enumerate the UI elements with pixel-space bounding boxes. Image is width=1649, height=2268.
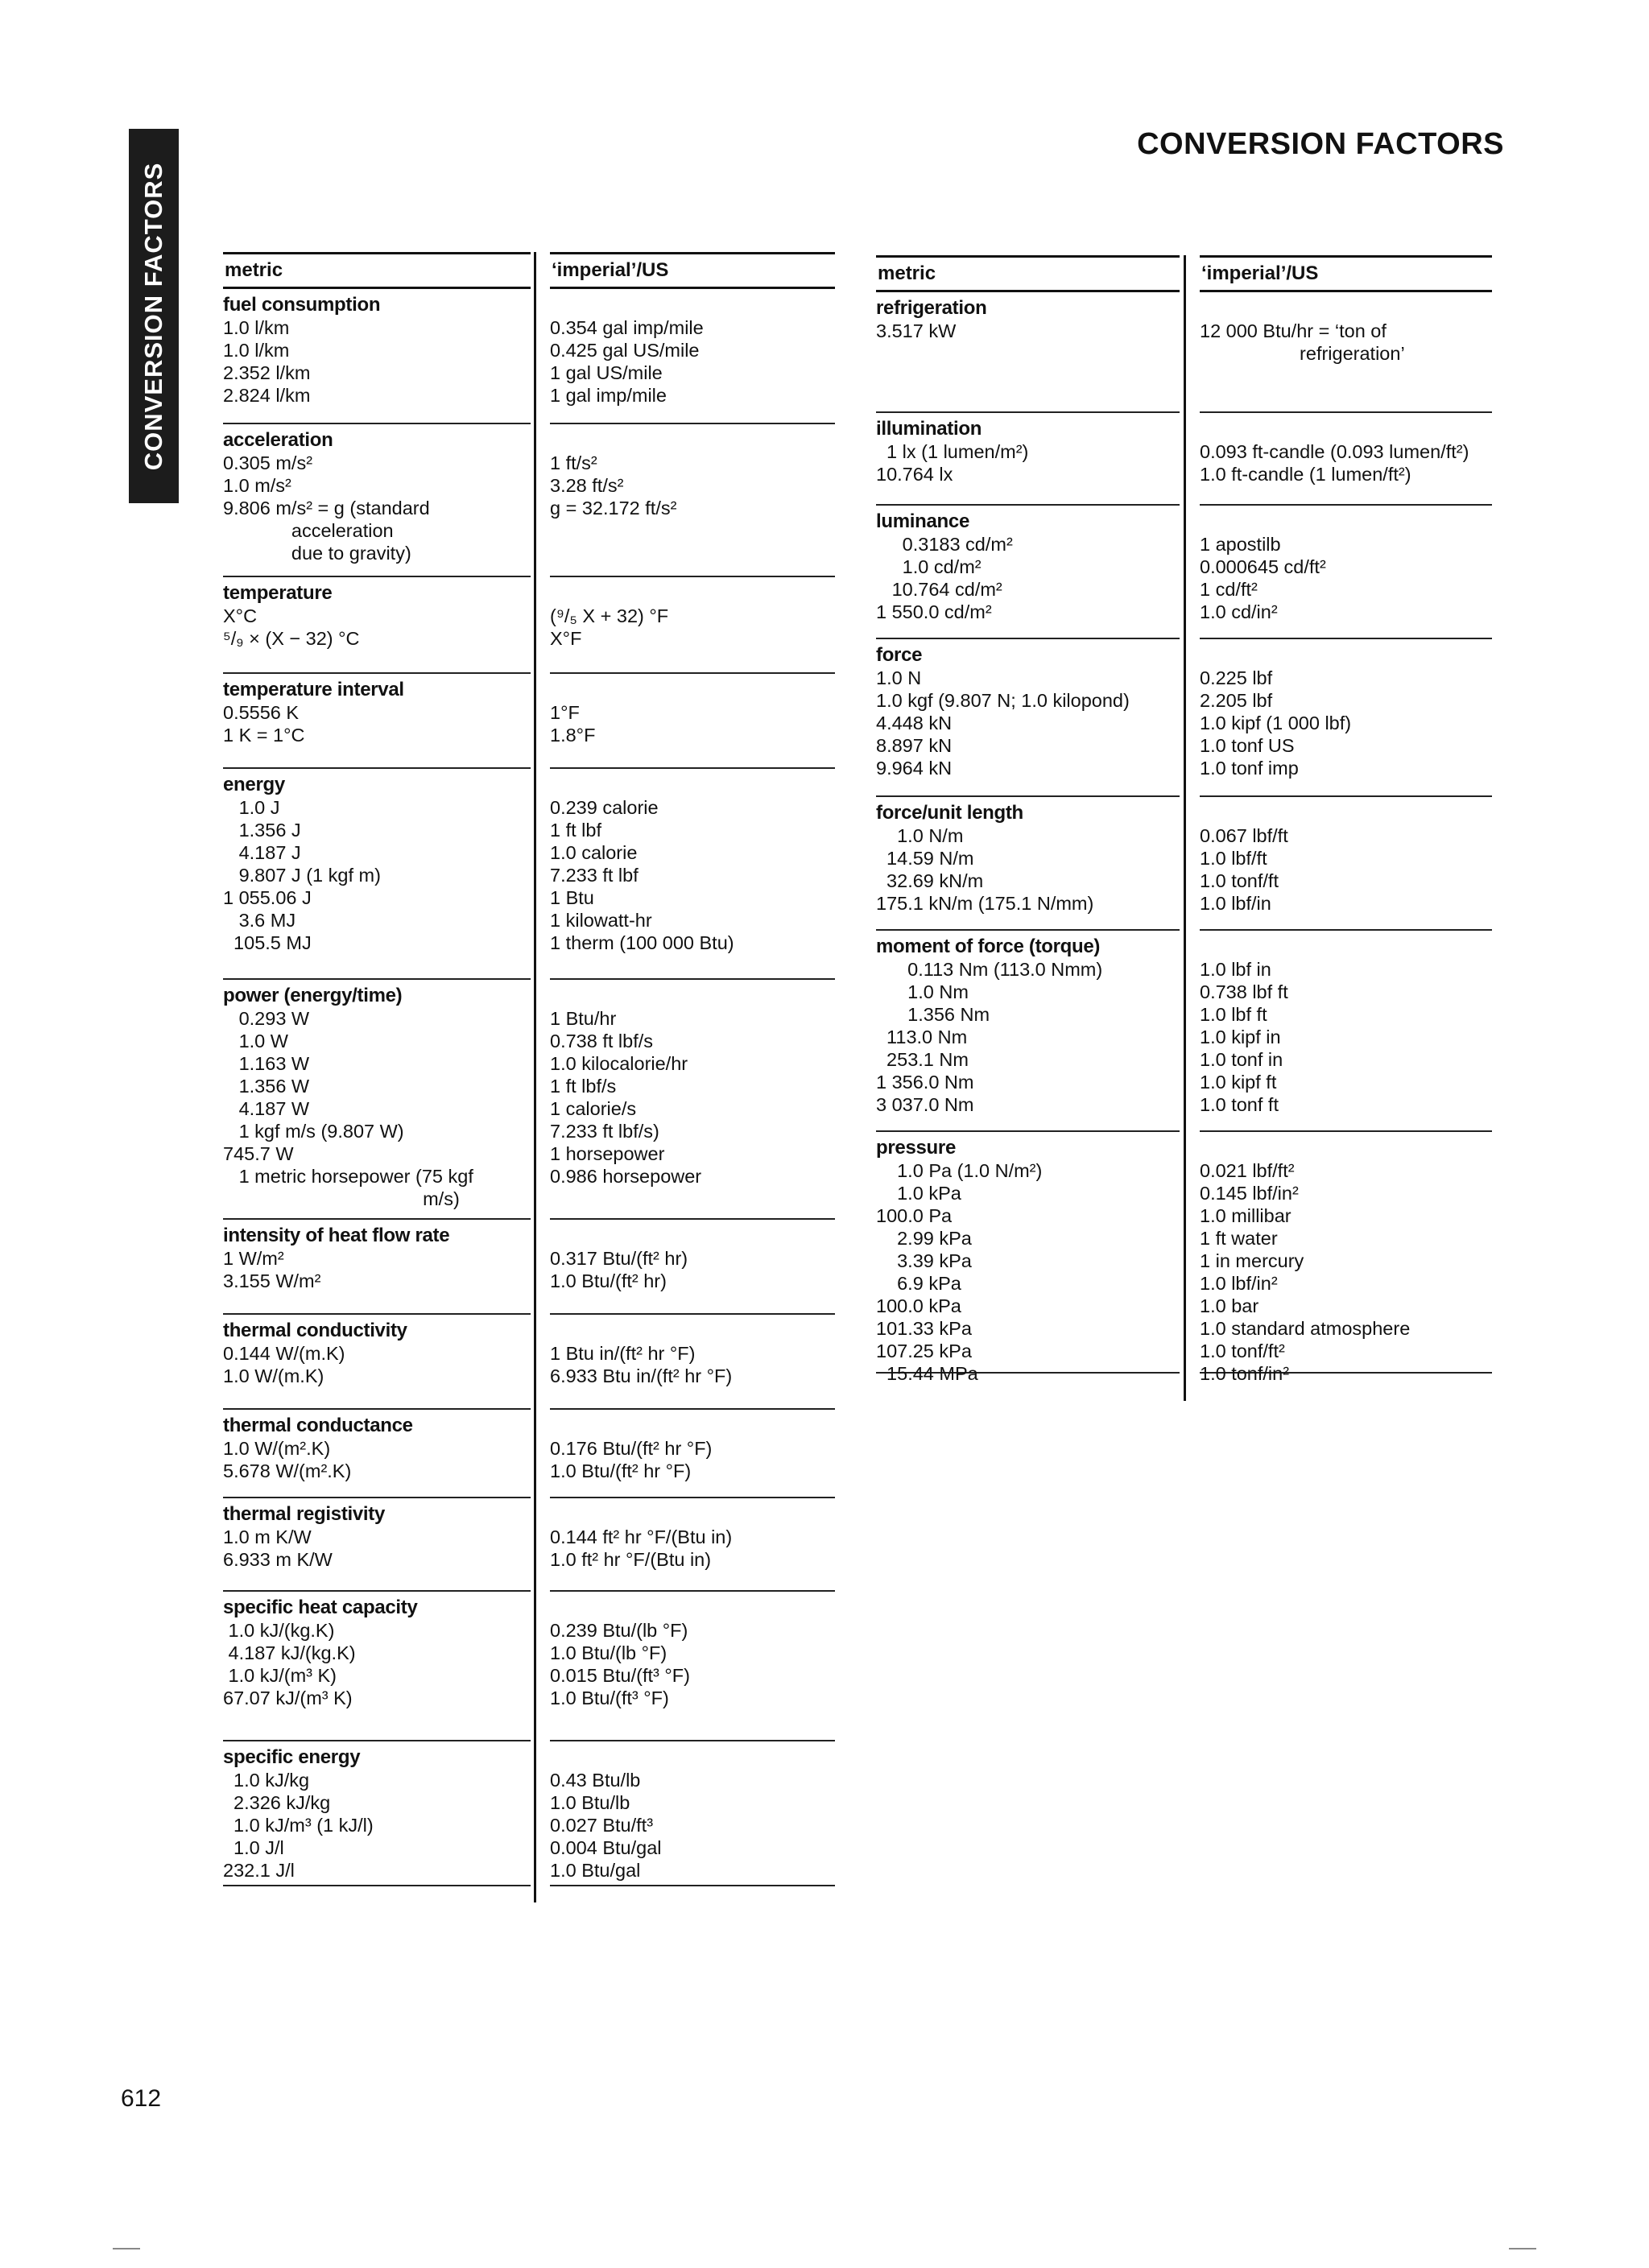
metric-column-header: metric bbox=[223, 252, 531, 289]
category-label: moment of force (torque) bbox=[876, 936, 1101, 957]
imperial-value: 1.0 kilocalorie/hr bbox=[550, 1053, 688, 1074]
metric-cell bbox=[223, 1498, 531, 1592]
imperial-value: 1 in mercury bbox=[1200, 1250, 1304, 1271]
metric-value: 101.33 kPa bbox=[876, 1318, 972, 1339]
imperial-column bbox=[1200, 255, 1492, 1384]
imperial-value: 1.0 tonf US bbox=[1200, 735, 1295, 756]
category-label: specific energy bbox=[223, 1746, 361, 1768]
metric-value: 1.356 J bbox=[223, 820, 301, 841]
metric-value: 1 055.06 J bbox=[223, 887, 312, 908]
metric-value: 2.352 l/km bbox=[223, 362, 311, 383]
imperial-value: 7.233 ft lbf bbox=[550, 865, 639, 886]
imperial-value: 1.0 tonf/ft² bbox=[1200, 1341, 1285, 1361]
imperial-value: 1.0 lbf in bbox=[1200, 959, 1271, 980]
imperial-value: 0.004 Btu/gal bbox=[550, 1837, 662, 1858]
imperial-value: 6.933 Btu in/(ft² hr °F) bbox=[550, 1365, 733, 1386]
category-label: temperature bbox=[223, 582, 333, 604]
metric-value: 10.764 cd/m² bbox=[876, 579, 1002, 600]
metric-cell bbox=[223, 769, 531, 980]
imperial-value: 0.176 Btu/(ft² hr °F) bbox=[550, 1438, 713, 1459]
category-label: specific heat capacity bbox=[223, 1597, 418, 1618]
imperial-value: 1.0 tonf in bbox=[1200, 1049, 1283, 1070]
metric-value: 2.824 l/km bbox=[223, 385, 311, 406]
imperial-cell bbox=[550, 1315, 835, 1410]
imperial-value: 1 gal US/mile bbox=[550, 362, 663, 383]
metric-cells bbox=[223, 289, 531, 1886]
imperial-value: 1 ft lbf bbox=[550, 820, 602, 841]
metric-value: 32.69 kN/m bbox=[876, 870, 984, 891]
metric-value: 1.0 J bbox=[223, 797, 280, 818]
imperial-value: 0.000645 cd/ft² bbox=[1200, 556, 1326, 577]
imperial-value: 1.0 millibar bbox=[1200, 1205, 1292, 1226]
imperial-cell bbox=[1200, 1132, 1492, 1384]
category-label: acceleration bbox=[223, 429, 333, 451]
metric-cell bbox=[876, 797, 1180, 931]
metric-value: 10.764 lx bbox=[876, 464, 953, 485]
imperial-cell bbox=[550, 1410, 835, 1498]
imperial-cell bbox=[550, 1592, 835, 1741]
imperial-value: 1.0 kipf ft bbox=[1200, 1072, 1277, 1093]
category-label: temperature interval bbox=[223, 679, 404, 700]
side-tab bbox=[129, 129, 179, 503]
metric-value: 175.1 kN/m (175.1 N/mm) bbox=[876, 893, 1094, 914]
imperial-cell bbox=[550, 1220, 835, 1315]
page-title: CONVERSION FACTORS bbox=[1137, 127, 1504, 161]
metric-cell bbox=[223, 424, 531, 577]
metric-value: 15.44 MPa bbox=[876, 1363, 978, 1384]
metric-value: 1.0 kPa bbox=[876, 1183, 961, 1204]
metric-value: 0.3183 cd/m² bbox=[876, 534, 1013, 555]
imperial-cell bbox=[550, 674, 835, 769]
imperial-column-header: ‘imperial’/US bbox=[1200, 255, 1492, 292]
metric-value: 67.07 kJ/(m³ K) bbox=[223, 1688, 353, 1708]
metric-value: 1.0 Nm bbox=[876, 981, 969, 1002]
column-divider bbox=[1184, 255, 1186, 1401]
metric-value: 0.293 W bbox=[223, 1008, 310, 1029]
metric-column bbox=[876, 255, 1180, 1384]
metric-value: 100.0 Pa bbox=[876, 1205, 953, 1226]
imperial-value: 0.027 Btu/ft³ bbox=[550, 1815, 654, 1836]
metric-cell bbox=[876, 639, 1180, 797]
imperial-value: 1.0 Btu/(ft³ °F) bbox=[550, 1688, 669, 1708]
imperial-cell bbox=[1200, 506, 1492, 639]
metric-value: 0.113 Nm (113.0 Nmm) bbox=[876, 959, 1103, 980]
metric-value: 6.9 kPa bbox=[876, 1273, 961, 1294]
category-label: luminance bbox=[876, 510, 969, 532]
imperial-value: 1 apostilb bbox=[1200, 534, 1281, 555]
imperial-value: 0.986 horsepower bbox=[550, 1166, 702, 1187]
category-label: force bbox=[876, 644, 923, 666]
imperial-cell bbox=[1200, 931, 1492, 1132]
metric-value: 3.6 MJ bbox=[223, 910, 296, 931]
metric-cell bbox=[876, 506, 1180, 639]
category-label: intensity of heat flow rate bbox=[223, 1225, 450, 1246]
footer-rule-right bbox=[1509, 2248, 1536, 2249]
imperial-value: 1.0 bar bbox=[1200, 1295, 1259, 1316]
metric-value: 4.187 W bbox=[223, 1098, 310, 1119]
side-tab-label: CONVERSION FACTORS bbox=[139, 162, 167, 470]
imperial-value: 1.8°F bbox=[550, 725, 596, 746]
category-label: thermal registivity bbox=[223, 1503, 386, 1525]
metric-cell bbox=[876, 292, 1180, 413]
metric-value: 253.1 Nm bbox=[876, 1049, 969, 1070]
metric-value: 1 W/m² bbox=[223, 1248, 284, 1269]
metric-value: 9.806 m/s² = g (standard bbox=[223, 498, 430, 518]
imperial-value: 12 000 Btu/hr = ‘ton of bbox=[1200, 320, 1387, 341]
imperial-cell bbox=[550, 1741, 835, 1886]
imperial-value: 0.225 lbf bbox=[1200, 667, 1273, 688]
category-label: refrigeration bbox=[876, 297, 987, 319]
imperial-value: 1 gal imp/mile bbox=[550, 385, 667, 406]
metric-cell bbox=[223, 674, 531, 769]
imperial-cell bbox=[550, 289, 835, 424]
metric-value: ⁵/₉ × (X − 32) °C bbox=[223, 628, 360, 649]
metric-value: 0.305 m/s² bbox=[223, 452, 313, 473]
imperial-value: 1°F bbox=[550, 702, 580, 723]
metric-value: 3.155 W/m² bbox=[223, 1270, 321, 1291]
metric-column-header: metric bbox=[876, 255, 1180, 292]
metric-value: 1.163 W bbox=[223, 1053, 310, 1074]
imperial-value: 2.205 lbf bbox=[1200, 690, 1273, 711]
metric-value: 105.5 MJ bbox=[223, 932, 312, 953]
imperial-value: 1.0 Btu/(ft² hr) bbox=[550, 1270, 667, 1291]
imperial-cell bbox=[550, 769, 835, 980]
metric-value: 1.0 N bbox=[876, 667, 922, 688]
metric-value: due to gravity) bbox=[223, 543, 411, 564]
metric-value: 3 037.0 Nm bbox=[876, 1094, 974, 1115]
page-number: 612 bbox=[121, 2085, 162, 2112]
imperial-value: 1.0 tonf ft bbox=[1200, 1094, 1279, 1115]
imperial-cell bbox=[1200, 292, 1492, 413]
imperial-value: 1.0 standard atmosphere bbox=[1200, 1318, 1411, 1339]
metric-value: 1.0 N/m bbox=[876, 825, 964, 846]
imperial-value: 0.317 Btu/(ft² hr) bbox=[550, 1248, 688, 1269]
metric-value: 100.0 kPa bbox=[876, 1295, 961, 1316]
metric-cell bbox=[223, 1741, 531, 1886]
metric-value: 1.0 Pa (1.0 N/m²) bbox=[876, 1160, 1043, 1181]
imperial-value: 1.0 lbf/in² bbox=[1200, 1273, 1278, 1294]
imperial-value: 0.738 lbf ft bbox=[1200, 981, 1288, 1002]
imperial-value: 1.0 lbf/in bbox=[1200, 893, 1271, 914]
metric-value: 1.0 cd/m² bbox=[876, 556, 982, 577]
imperial-value: 1 therm (100 000 Btu) bbox=[550, 932, 734, 953]
imperial-value: 1.0 tonf/in² bbox=[1200, 1363, 1290, 1384]
metric-value: 1.0 W bbox=[223, 1031, 288, 1051]
imperial-cell bbox=[1200, 797, 1492, 931]
imperial-value: 1 Btu bbox=[550, 887, 594, 908]
metric-cell bbox=[876, 413, 1180, 506]
imperial-value: (⁹/₅ X + 32) °F bbox=[550, 605, 669, 626]
imperial-value: 0.239 calorie bbox=[550, 797, 659, 818]
metric-value: 14.59 N/m bbox=[876, 848, 974, 869]
imperial-value: 1.0 ft-candle (1 lumen/ft²) bbox=[1200, 464, 1411, 485]
imperial-value: 3.28 ft/s² bbox=[550, 475, 624, 496]
metric-value: 9.807 J (1 kgf m) bbox=[223, 865, 381, 886]
metric-value: 0.5556 K bbox=[223, 702, 300, 723]
imperial-value: X°F bbox=[550, 628, 582, 649]
metric-value: 6.933 m K/W bbox=[223, 1549, 333, 1570]
imperial-value: 0.144 ft² hr °F/(Btu in) bbox=[550, 1526, 733, 1547]
imperial-cell bbox=[550, 1498, 835, 1592]
metric-cells bbox=[876, 292, 1180, 1384]
category-label: force/unit length bbox=[876, 802, 1023, 824]
metric-value: 1.0 m/s² bbox=[223, 475, 291, 496]
metric-value: 107.25 kPa bbox=[876, 1341, 972, 1361]
metric-value: 4.187 kJ/(kg.K) bbox=[223, 1642, 356, 1663]
imperial-value: 1 Btu/hr bbox=[550, 1008, 617, 1029]
imperial-value: 0.43 Btu/lb bbox=[550, 1770, 641, 1791]
imperial-cell bbox=[550, 577, 835, 674]
imperial-value: 0.239 Btu/(lb °F) bbox=[550, 1620, 688, 1641]
metric-value: 4.187 J bbox=[223, 842, 301, 863]
imperial-value: refrigeration’ bbox=[1200, 343, 1405, 364]
metric-value: 745.7 W bbox=[223, 1143, 294, 1164]
metric-value: 1.0 W/(m².K) bbox=[223, 1438, 331, 1459]
metric-cell bbox=[876, 1132, 1180, 1384]
imperial-value: 1.0 ft² hr °F/(Btu in) bbox=[550, 1549, 712, 1570]
metric-value: 1 metric horsepower (75 kgf bbox=[223, 1166, 473, 1187]
category-label: power (energy/time) bbox=[223, 985, 403, 1006]
metric-value: 0.144 W/(m.K) bbox=[223, 1343, 345, 1364]
imperial-cell bbox=[1200, 639, 1492, 797]
metric-value: acceleration bbox=[223, 520, 394, 541]
metric-value: 9.964 kN bbox=[876, 758, 953, 779]
category-label: energy bbox=[223, 774, 285, 795]
metric-value: 1 kgf m/s (9.807 W) bbox=[223, 1121, 404, 1142]
imperial-value: 1.0 tonf/ft bbox=[1200, 870, 1279, 891]
column-divider bbox=[534, 252, 536, 1902]
imperial-column-header: ‘imperial’/US bbox=[550, 252, 835, 289]
imperial-value: 0.015 Btu/(ft³ °F) bbox=[550, 1665, 690, 1686]
metric-value: X°C bbox=[223, 605, 258, 626]
metric-value: 1.0 kJ/m³ (1 kJ/l) bbox=[223, 1815, 374, 1836]
metric-cell bbox=[223, 577, 531, 674]
imperial-value: 1.0 kipf (1 000 lbf) bbox=[1200, 713, 1352, 733]
metric-value: 4.448 kN bbox=[876, 713, 953, 733]
footer-rule-left bbox=[113, 2248, 140, 2249]
metric-cell bbox=[223, 1592, 531, 1741]
imperial-value: 1.0 lbf ft bbox=[1200, 1004, 1267, 1025]
category-label: pressure bbox=[876, 1137, 956, 1159]
metric-value: 2.99 kPa bbox=[876, 1228, 972, 1249]
imperial-value: 1 calorie/s bbox=[550, 1098, 637, 1119]
imperial-column bbox=[550, 252, 835, 1886]
metric-value: 1.0 kgf (9.807 N; 1.0 kilopond) bbox=[876, 690, 1130, 711]
imperial-value: 1 ft lbf/s bbox=[550, 1076, 617, 1097]
metric-value: 2.326 kJ/kg bbox=[223, 1792, 331, 1813]
metric-value: 1.0 W/(m.K) bbox=[223, 1365, 324, 1386]
imperial-value: 1.0 Btu/(ft² hr °F) bbox=[550, 1460, 692, 1481]
imperial-value: 1.0 cd/in² bbox=[1200, 601, 1278, 622]
imperial-cell bbox=[550, 980, 835, 1220]
metric-value: 1.0 kJ/(kg.K) bbox=[223, 1620, 335, 1641]
category-label: thermal conductance bbox=[223, 1415, 413, 1436]
metric-value: 5.678 W/(m².K) bbox=[223, 1460, 352, 1481]
imperial-value: 1.0 calorie bbox=[550, 842, 638, 863]
imperial-value: 1.0 lbf/ft bbox=[1200, 848, 1267, 869]
metric-value: 1.356 Nm bbox=[876, 1004, 990, 1025]
imperial-value: g = 32.172 ft/s² bbox=[550, 498, 677, 518]
imperial-value: 7.233 ft lbf/s) bbox=[550, 1121, 659, 1142]
metric-value: 1 550.0 cd/m² bbox=[876, 601, 992, 622]
metric-value: m/s) bbox=[223, 1188, 460, 1209]
metric-cell bbox=[223, 1220, 531, 1315]
category-label: illumination bbox=[876, 418, 982, 440]
imperial-value: 1 ft/s² bbox=[550, 452, 597, 473]
metric-cell bbox=[876, 931, 1180, 1132]
imperial-value: 0.425 gal US/mile bbox=[550, 340, 700, 361]
metric-value: 1 lx (1 lumen/m²) bbox=[876, 441, 1029, 462]
imperial-value: 1 kilowatt-hr bbox=[550, 910, 652, 931]
imperial-cell bbox=[550, 424, 835, 577]
imperial-value: 1 horsepower bbox=[550, 1143, 665, 1164]
imperial-value: 1.0 tonf imp bbox=[1200, 758, 1299, 779]
imperial-value: 1 Btu in/(ft² hr °F) bbox=[550, 1343, 696, 1364]
imperial-value: 0.021 lbf/ft² bbox=[1200, 1160, 1295, 1181]
imperial-value: 1.0 Btu/gal bbox=[550, 1860, 641, 1881]
metric-cell bbox=[223, 1410, 531, 1498]
metric-value: 113.0 Nm bbox=[876, 1027, 968, 1047]
imperial-value: 1.0 kipf in bbox=[1200, 1027, 1281, 1047]
imperial-value: 0.067 lbf/ft bbox=[1200, 825, 1288, 846]
metric-value: 8.897 kN bbox=[876, 735, 953, 756]
metric-value: 1.0 kJ/(m³ K) bbox=[223, 1665, 337, 1686]
metric-value: 3.517 kW bbox=[876, 320, 957, 341]
imperial-cells bbox=[1200, 292, 1492, 1384]
category-label: fuel consumption bbox=[223, 294, 381, 316]
metric-value: 232.1 J/l bbox=[223, 1860, 295, 1881]
imperial-value: 0.738 ft lbf/s bbox=[550, 1031, 654, 1051]
metric-value: 1.0 kJ/kg bbox=[223, 1770, 310, 1791]
imperial-value: 1.0 Btu/lb bbox=[550, 1792, 630, 1813]
category-label: thermal conductivity bbox=[223, 1320, 407, 1341]
metric-value: 1.0 J/l bbox=[223, 1837, 284, 1858]
metric-value: 1 356.0 Nm bbox=[876, 1072, 974, 1093]
metric-value: 1.0 l/km bbox=[223, 317, 290, 338]
imperial-cells bbox=[550, 289, 835, 1886]
imperial-value: 0.354 gal imp/mile bbox=[550, 317, 704, 338]
imperial-value: 0.145 lbf/in² bbox=[1200, 1183, 1299, 1204]
imperial-value: 0.093 ft-candle (0.093 lumen/ft²) bbox=[1200, 441, 1469, 462]
metric-cell bbox=[223, 1315, 531, 1410]
imperial-value: 1 ft water bbox=[1200, 1228, 1278, 1249]
imperial-cell bbox=[1200, 413, 1492, 506]
metric-value: 1 K = 1°C bbox=[223, 725, 305, 746]
imperial-value: 1 cd/ft² bbox=[1200, 579, 1258, 600]
metric-value: 3.39 kPa bbox=[876, 1250, 972, 1271]
metric-value: 1.0 m K/W bbox=[223, 1526, 312, 1547]
imperial-value: 1.0 Btu/(lb °F) bbox=[550, 1642, 667, 1663]
metric-cell bbox=[223, 289, 531, 424]
metric-column bbox=[223, 252, 531, 1886]
metric-cell bbox=[223, 980, 531, 1220]
metric-value: 1.0 l/km bbox=[223, 340, 290, 361]
metric-value: 1.356 W bbox=[223, 1076, 310, 1097]
